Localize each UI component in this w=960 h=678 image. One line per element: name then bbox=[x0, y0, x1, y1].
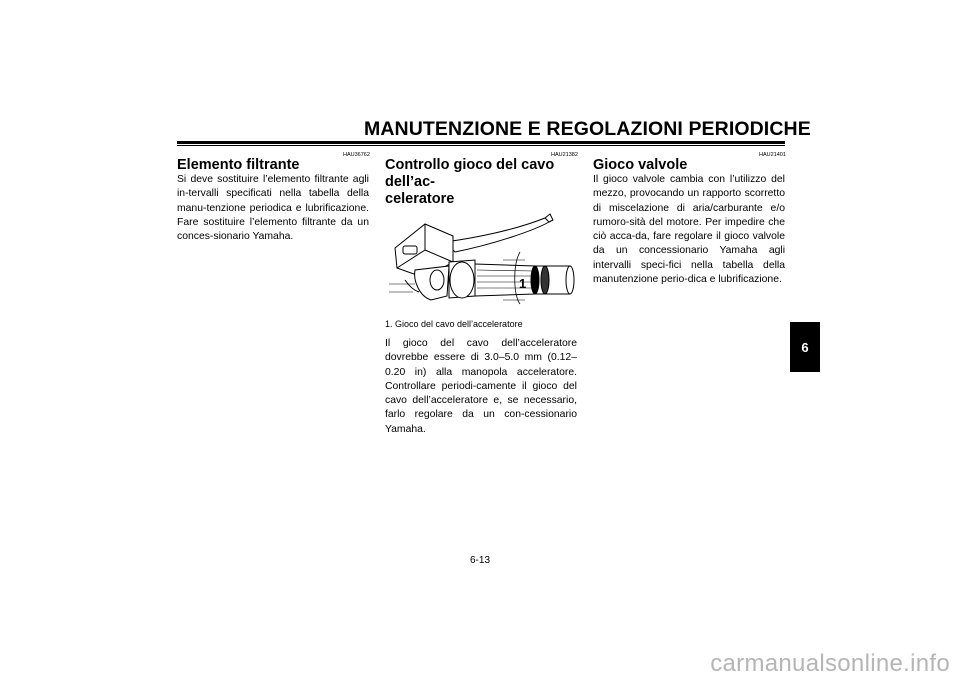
figure-caption: 1. Gioco del cavo dell’acceleratore bbox=[385, 319, 523, 329]
section-code: HAU36762 bbox=[343, 152, 370, 158]
section-code: HAU21401 bbox=[759, 152, 786, 158]
watermark: carmanualsonline.info bbox=[710, 650, 950, 677]
section-body: Il gioco valvole cambia con l’utilizzo del mezzo, provocando un rapporto scorretto di miscelazione di aria/carburante e/o rumoro-sità del motore. Per impedire che ciò acca-da, fare regolare il gioco valvole da un concessionario Yamaha agli intervalli speci-fici nella tabella della manutenzione perio-dica e lubrificazione. bbox=[593, 174, 785, 286]
header-rule-thin bbox=[177, 145, 785, 146]
figure-callout-number: 1 bbox=[519, 276, 527, 291]
section-body: Il gioco del cavo dell’acceleratore dovrebbe essere di 3.0–5.0 mm (0.12–0.20 in) alla manopola acceleratore. Controllare periodi-camente il gioco del cavo dell’acceleratore e, se necessario, farlo regolare da un con-cessionario Yamaha. bbox=[385, 338, 577, 435]
section-heading-line: Controllo gioco del cavo dell’ac- bbox=[385, 157, 555, 190]
section-heading: Gioco valvole bbox=[593, 157, 688, 173]
section-heading-line: celeratore bbox=[385, 191, 455, 207]
section-heading: Elemento filtrante bbox=[177, 157, 300, 173]
page-number: 6-13 bbox=[469, 555, 490, 566]
chapter-tab: 6 bbox=[790, 322, 820, 372]
throttle-grip-illustration bbox=[385, 200, 577, 312]
section-code: HAU21382 bbox=[551, 152, 578, 158]
header-rule-thick bbox=[177, 141, 785, 144]
section-body: Si deve sostituire l’elemento filtrante agli in-tervalli specificati nella tabella della manu-tenzione periodica e lubrificazione. Fare sostituire l’elemento filtrante da un conces-sionario Yamaha. bbox=[177, 174, 369, 243]
page-title: MANUTENZIONE E REGOLAZIONI PERIODICHE bbox=[364, 118, 811, 140]
